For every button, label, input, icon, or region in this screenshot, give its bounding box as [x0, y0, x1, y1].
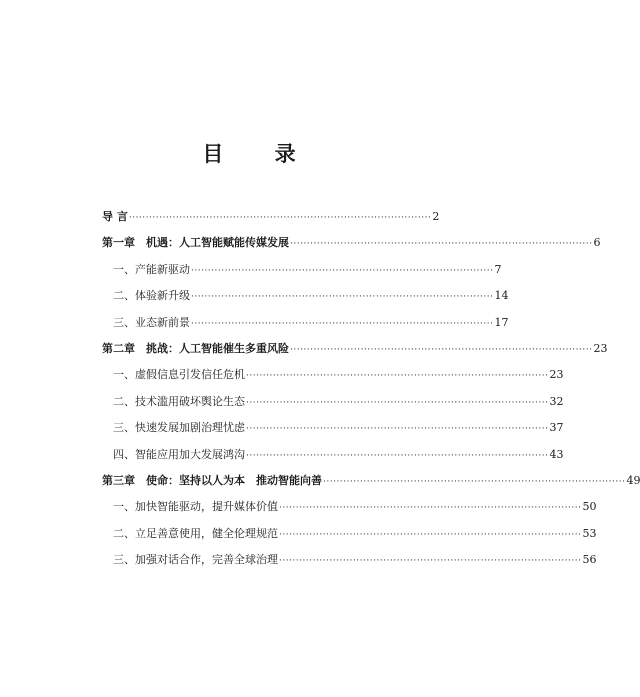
toc-leader-dots: ··························································································	[290, 239, 593, 250]
table-of-contents	[102, 208, 640, 577]
toc-leader-dots: ··························································································	[290, 344, 593, 355]
toc-entry[interactable]	[102, 314, 509, 340]
toc-leader-dots: ··························································································	[191, 318, 494, 329]
toc-entry-page-number: 2	[432, 210, 440, 223]
toc-entry-page-number: 37	[549, 421, 564, 435]
toc-entry[interactable]	[102, 208, 440, 234]
toc-entry[interactable]	[102, 366, 564, 392]
page-title: 目 录	[202, 141, 318, 166]
toc-entry[interactable]	[102, 446, 564, 472]
toc-entry-label: 三、加强对话合作，完善全球治理	[113, 553, 278, 567]
toc-entry[interactable]	[102, 498, 597, 524]
toc-entry[interactable]	[102, 340, 608, 366]
toc-leader-dots: ··························································································	[128, 213, 432, 223]
toc-entry-page-number: 53	[582, 526, 597, 540]
toc-entry-page-number: 49	[626, 473, 640, 487]
toc-entry-page-number: 43	[549, 447, 564, 461]
toc-entry[interactable]	[102, 525, 597, 551]
toc-leader-dots: ··························································································	[279, 503, 582, 514]
toc-entry-label: 一、产能新驱动	[113, 262, 190, 276]
toc-entry-page-number: 17	[494, 315, 509, 329]
toc-leader-dots: ··························································································	[191, 265, 494, 276]
toc-entry-page-number: 32	[549, 394, 564, 408]
toc-entry-label: 第二章 挑战：人工智能催生多重风险	[102, 341, 289, 355]
toc-entry-label: 四、智能应用加大发展鸿沟	[113, 447, 245, 461]
toc-leader-dots: ··························································································	[246, 397, 549, 408]
toc-entry-page-number: 23	[593, 341, 608, 355]
toc-entry[interactable]	[102, 419, 564, 445]
toc-entry[interactable]	[102, 287, 509, 313]
toc-entry[interactable]	[102, 472, 640, 498]
toc-entry-label: 第一章 机遇：人工智能赋能传媒发展	[102, 236, 289, 250]
toc-leader-dots: ··························································································	[279, 556, 582, 567]
toc-entry-label: 一、虚假信息引发信任危机	[113, 368, 245, 382]
toc-entry[interactable]	[102, 261, 502, 287]
toc-leader-dots: ··························································································	[246, 371, 549, 382]
toc-entry-label: 二、体验新升级	[113, 289, 190, 303]
toc-entry-label: 第三章 使命：坚持以人为本 推动智能向善	[102, 473, 322, 487]
toc-entry-label: 二、立足善意使用，健全伦理规范	[113, 526, 278, 540]
toc-entry-page-number: 14	[494, 289, 509, 303]
toc-entry[interactable]	[102, 393, 564, 419]
toc-entry[interactable]	[102, 234, 601, 260]
toc-entry-page-number: 7	[494, 262, 502, 276]
toc-entry-label: 三、业态新前景	[113, 315, 190, 329]
toc-leader-dots: ··························································································	[279, 529, 582, 540]
toc-leader-dots: ··························································································	[246, 450, 549, 461]
toc-entry[interactable]	[102, 551, 597, 577]
toc-leader-dots: ··························································································	[246, 424, 549, 435]
toc-entry-page-number: 23	[549, 368, 564, 382]
toc-entry-page-number: 50	[582, 500, 597, 514]
toc-entry-label: 导 言	[102, 210, 128, 223]
toc-entry-label: 二、技术滥用破坏舆论生态	[113, 394, 245, 408]
toc-leader-dots: ··························································································	[191, 292, 494, 303]
toc-entry-label: 一、加快智能驱动，提升媒体价值	[113, 500, 278, 514]
toc-entry-page-number: 6	[593, 236, 601, 250]
toc-entry-label: 三、快速发展加剧治理忧虑	[113, 421, 245, 435]
toc-leader-dots: ··························································································	[323, 476, 626, 487]
toc-entry-page-number: 56	[582, 553, 597, 567]
